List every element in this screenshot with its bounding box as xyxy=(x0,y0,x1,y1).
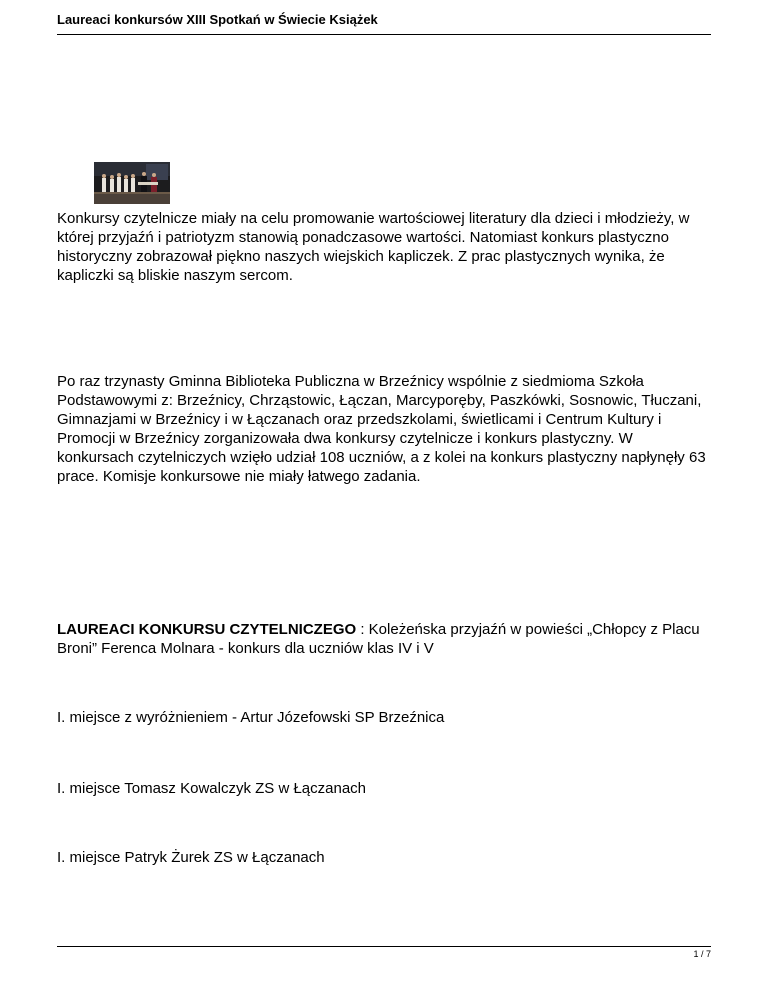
page-footer xyxy=(57,946,711,959)
contest-heading: LAUREACI KONKURSU CZYTELNICZEGO xyxy=(57,621,357,638)
winner-entry: I. miejsce Patryk Żurek ZS w Łączanach xyxy=(57,849,325,866)
contest-paragraph xyxy=(57,620,711,658)
intro-paragraph: Konkursy czytelnicze miały na celu promowanie wartościowej literatury dla dzieci i młodzieży, w której przyjaźń i patriotyzm stanowią ponadczasowe wartości. Natomiast konkurs plastyczno historyczny zobrazował piękno naszych wiejskich kapliczek. Z prac plastycznych wynika, że kapliczki są bliskie naszym sercom. xyxy=(57,210,690,284)
page-number: 1 / 7 xyxy=(693,949,711,959)
winner-entry: I. miejsce z wyróżnieniem - Artur Józefowski SP Brzeźnica xyxy=(57,709,445,726)
page-title: Laureaci konkursów XIII Spotkań w Świecie Książek xyxy=(57,12,378,27)
winner-entry: I. miejsce Tomasz Kowalczyk ZS w Łączanach xyxy=(57,780,367,797)
contest-description: : Koleżeńska przyjaźń w powieści „Chłopcy z Placu Broni” Ferenca Molnara - konkurs dla uczniów klas IV i V xyxy=(57,621,700,657)
organizers-paragraph: Po raz trzynasty Gminna Biblioteka Publiczna w Brzeźnicy wspólnie z siedmioma Szkoła Podstawowymi z: Brzeźnicy, Chrząstowic, Łączan, Marcyporęby, Paszkówki, Sosnowic, Tłuczani, Gimnazjami w Brzeźnicy i w Łączanach oraz przedszkolami, świetlicami i Centrum Kultury i Promocji w Brzeźnicy zorganizowała dwa konkursy czytelnicze i konkurs plastyczny. W konkursach czytelniczych wzięło udział 108 uczniów, a z kolei na konkurs plastyczny napłynęły 63 prace. Komisje konkursowe nie miały łatwego zadania. xyxy=(57,373,706,485)
page-header xyxy=(57,12,711,35)
award-ceremony-photo xyxy=(94,162,170,204)
